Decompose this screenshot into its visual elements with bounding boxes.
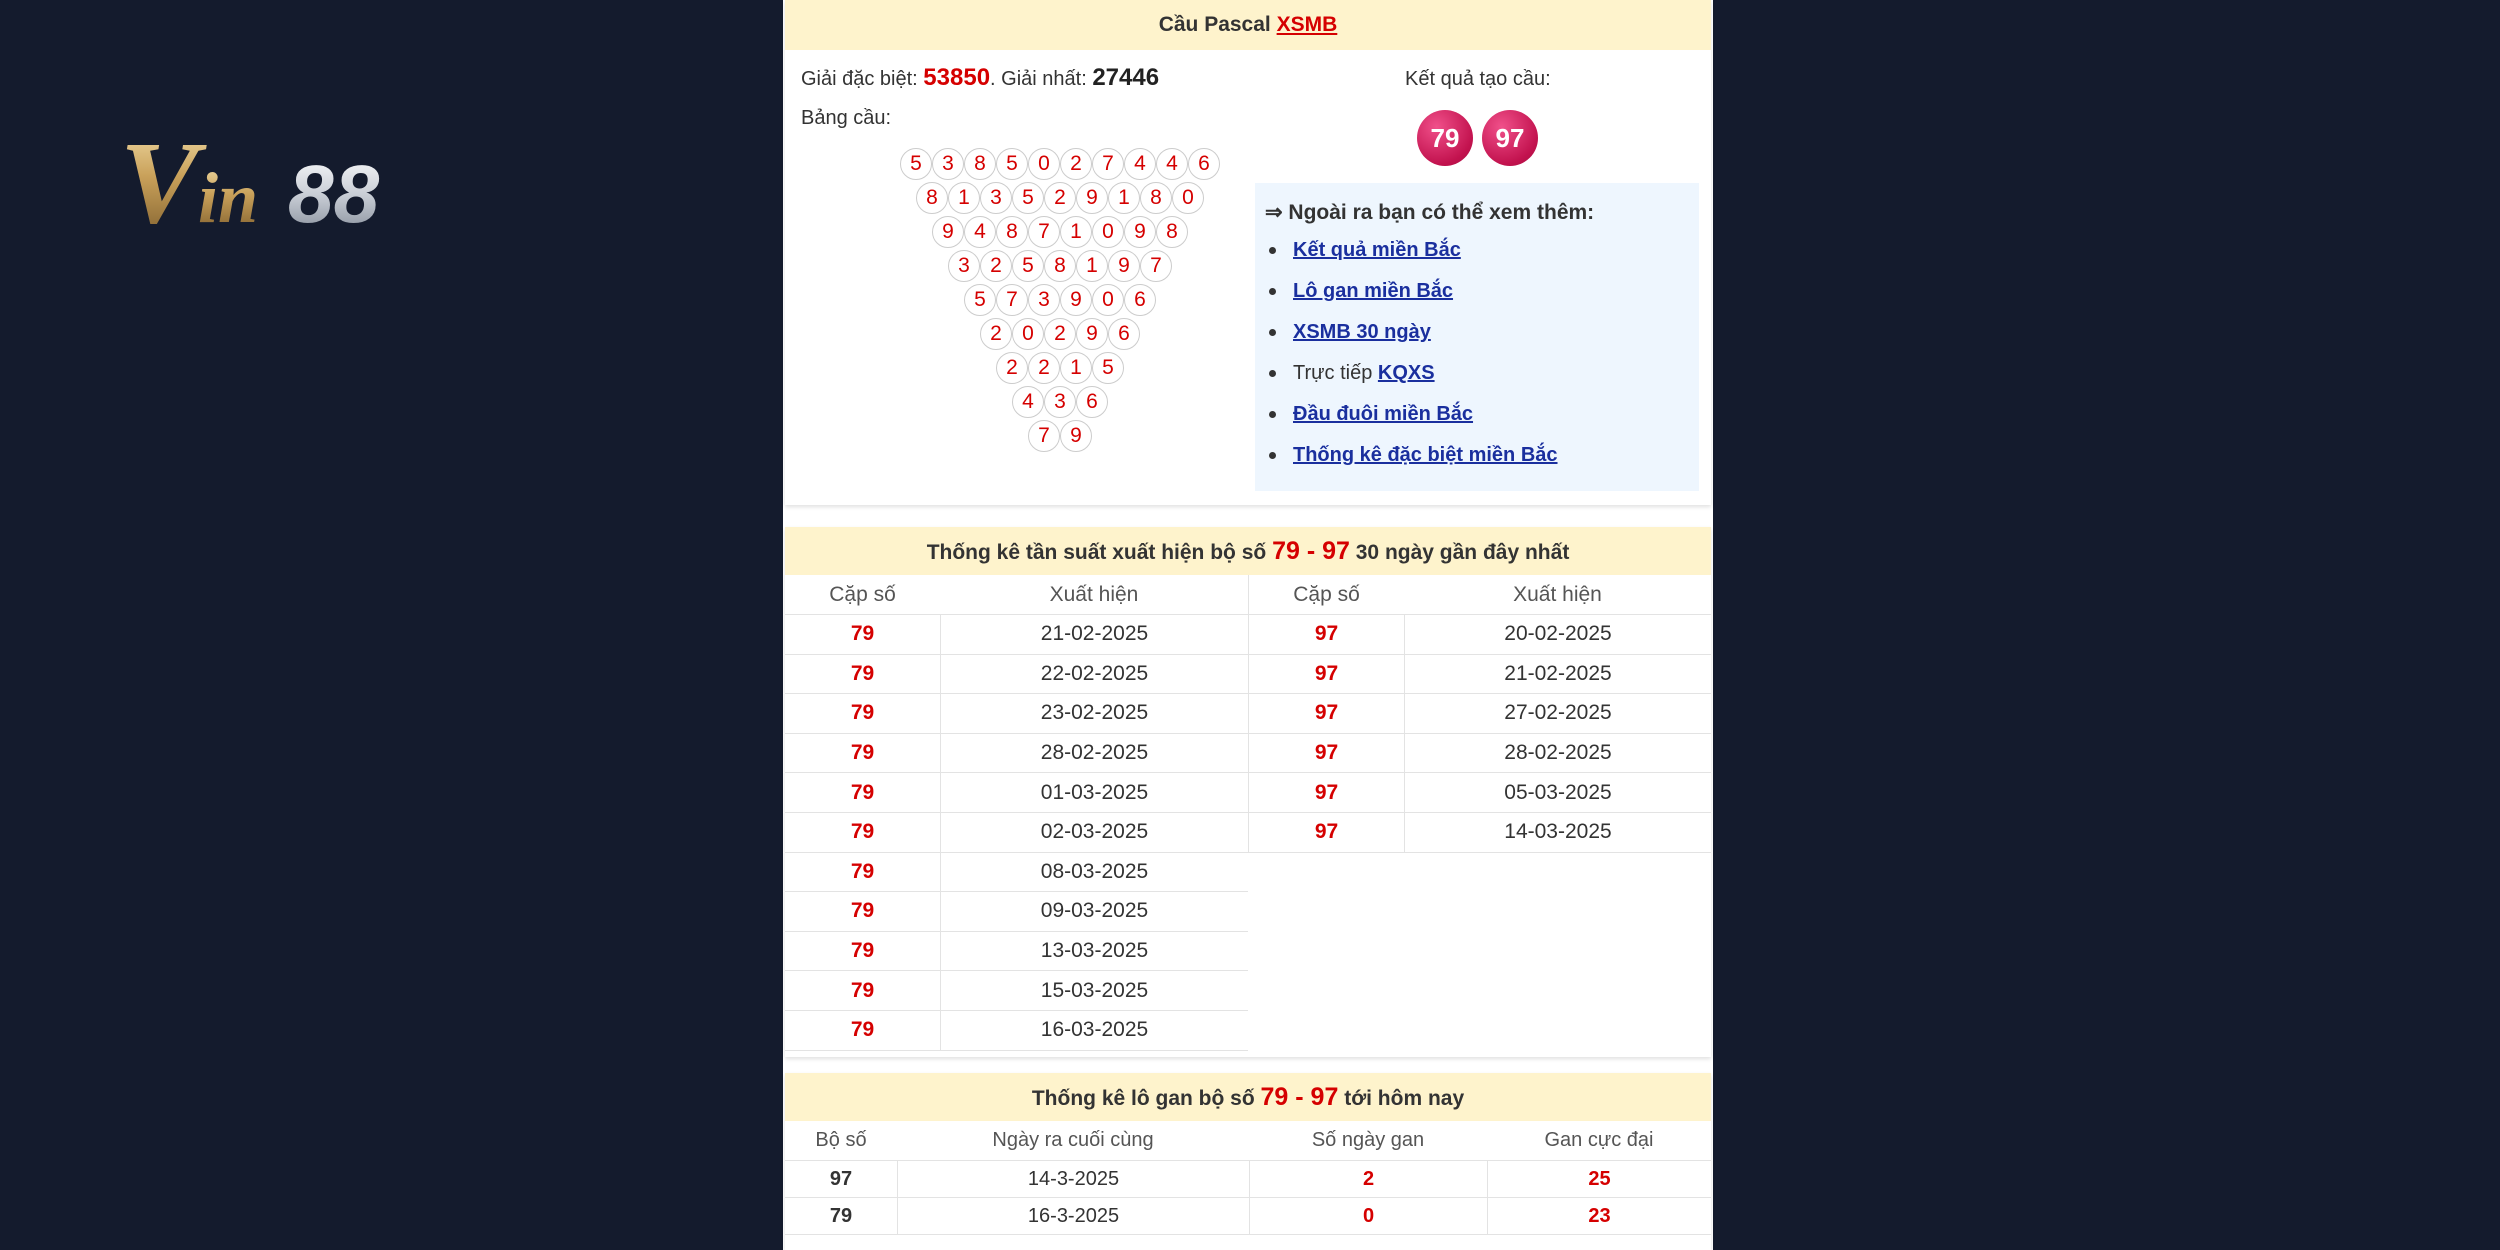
max-gan-cell: 23 xyxy=(1487,1198,1711,1234)
pyramid-digit: 9 xyxy=(1060,284,1092,316)
pyramid-digit: 8 xyxy=(964,148,996,180)
pyramid-digit: 0 xyxy=(1092,284,1124,316)
pyramid-row xyxy=(1028,420,1092,452)
max-gan-cell: 25 xyxy=(1487,1161,1711,1197)
date-cell: 20-02-2025 xyxy=(1404,615,1711,654)
link-xsmb-30-ngay[interactable]: XSMB 30 ngày xyxy=(1293,321,1431,343)
pyramid-digit: 6 xyxy=(1188,148,1220,180)
pyramid-digit: 7 xyxy=(996,284,1028,316)
pyramid-digit: 5 xyxy=(1092,352,1124,384)
table-row xyxy=(1248,734,1711,774)
pyramid-digit: 4 xyxy=(1124,148,1156,180)
pair-cell: 79 xyxy=(850,939,875,963)
date-cell: 27-02-2025 xyxy=(1404,694,1711,733)
link-thong-ke-dac-biet[interactable]: Thống kê đặc biệt miền Bắc xyxy=(1293,444,1558,466)
date-cell: 21-02-2025 xyxy=(940,615,1248,654)
table-row xyxy=(785,1011,1248,1051)
pyramid-digit: 2 xyxy=(1060,148,1092,180)
pyramid-row xyxy=(1012,386,1108,418)
pair-cell: 79 xyxy=(850,859,875,883)
table-row xyxy=(785,932,1248,972)
pyramid-digit: 2 xyxy=(1044,318,1076,350)
column-header: Số ngày gan xyxy=(1311,1129,1425,1151)
svg-text:in: in xyxy=(198,158,259,233)
list-item xyxy=(1265,443,1558,484)
pyramid-row xyxy=(916,182,1204,214)
pyramid-digit: 6 xyxy=(1108,318,1140,350)
pyramid-digit: 9 xyxy=(1076,318,1108,350)
result-ball: 79 xyxy=(1417,110,1473,166)
pyramid-digit: 3 xyxy=(1028,284,1060,316)
table-row xyxy=(785,734,1248,774)
first-prize-label: . Giải nhất: xyxy=(990,68,1087,90)
column-header: Gan cực đại xyxy=(1544,1129,1654,1151)
pyramid-digit: 9 xyxy=(1076,182,1108,214)
pair-cell: 79 xyxy=(850,741,875,765)
table-row xyxy=(785,773,1248,813)
pair-cell: 79 xyxy=(850,820,875,844)
pair-cell: 79 xyxy=(850,661,875,685)
pyramid-row xyxy=(964,284,1156,316)
table-row xyxy=(785,694,1248,734)
column-header: Cặp số xyxy=(829,582,896,606)
pair-cell: 79 xyxy=(850,1018,875,1042)
pair-cell: 97 xyxy=(1314,622,1339,646)
pyramid-digit: 9 xyxy=(1124,216,1156,248)
more-links-list xyxy=(1265,238,1558,484)
list-item xyxy=(1265,279,1558,320)
pyramid-digit: 0 xyxy=(1012,318,1044,350)
frequency-title-suffix: 30 ngày gần đây nhất xyxy=(1355,541,1570,564)
list-item xyxy=(1265,402,1558,443)
date-cell: 01-03-2025 xyxy=(940,773,1248,812)
table-row xyxy=(785,971,1248,1011)
pyramid-digit: 8 xyxy=(1156,216,1188,248)
column-header: Xuất hiện xyxy=(1049,582,1139,606)
pair-cell: 97 xyxy=(1314,820,1339,844)
list-item xyxy=(1265,361,1558,402)
frequency-title-prefix: Thống kê tần suất xuất hiện bộ số xyxy=(926,541,1267,564)
gan-title-prefix: Thống kê lô gan bộ số xyxy=(1031,1087,1255,1110)
pyramid-digit: 5 xyxy=(900,148,932,180)
gan-title-suffix: tới hôm nay xyxy=(1344,1087,1465,1110)
column-header: Ngày ra cuối cùng xyxy=(992,1129,1154,1151)
table-header-row xyxy=(785,575,1248,615)
last-date-cell: 14-3-2025 xyxy=(897,1161,1249,1197)
gan-card xyxy=(785,1073,1711,1250)
last-date-cell: 16-3-2025 xyxy=(897,1198,1249,1234)
column-header: Bộ số xyxy=(815,1129,867,1151)
date-cell: 21-02-2025 xyxy=(1404,655,1711,694)
column-header: Cặp số xyxy=(1293,582,1360,606)
date-cell: 02-03-2025 xyxy=(940,813,1248,852)
pyramid-digit: 7 xyxy=(1092,148,1124,180)
table-row xyxy=(785,1198,1711,1235)
pyramid-digit: 4 xyxy=(1012,386,1044,418)
pyramid-digit: 2 xyxy=(996,352,1028,384)
table-label: Bảng cầu: xyxy=(801,107,892,129)
pyramid-digit: 3 xyxy=(1044,386,1076,418)
table-header-row xyxy=(785,1121,1711,1161)
table-row xyxy=(785,615,1248,655)
table-row xyxy=(785,1161,1711,1198)
pyramid-digit: 3 xyxy=(948,250,980,282)
special-prize-value: 53850 xyxy=(923,64,991,91)
gan-pair: 79 - 97 xyxy=(1260,1083,1339,1111)
pyramid-row xyxy=(996,352,1124,384)
table-row xyxy=(1248,694,1711,734)
pyramid-digit: 5 xyxy=(996,148,1028,180)
date-cell: 16-03-2025 xyxy=(940,1011,1248,1050)
table-row xyxy=(1248,655,1711,695)
date-cell: 22-02-2025 xyxy=(940,655,1248,694)
result-ball: 97 xyxy=(1482,110,1538,166)
pyramid-digit: 5 xyxy=(1012,182,1044,214)
logo-text: V xyxy=(120,118,199,233)
pyramid-digit: 7 xyxy=(1028,420,1060,452)
prize-line xyxy=(801,64,1159,92)
table-row xyxy=(785,853,1248,893)
pyramid-digit: 8 xyxy=(996,216,1028,248)
pyramid-digit: 4 xyxy=(964,216,996,248)
date-cell: 23-02-2025 xyxy=(940,694,1248,733)
pyramid-digit: 9 xyxy=(932,216,964,248)
pyramid-row xyxy=(948,250,1172,282)
table-header-row xyxy=(1248,575,1711,615)
table-row xyxy=(785,655,1248,695)
pair-cell: 79 xyxy=(850,899,875,923)
pair-cell: 97 xyxy=(1314,661,1339,685)
pyramid-digit: 7 xyxy=(1028,216,1060,248)
date-cell: 15-03-2025 xyxy=(940,971,1248,1010)
pyramid-digit: 7 xyxy=(1140,250,1172,282)
result-balls xyxy=(1417,110,1538,166)
pascal-title-text: Cầu Pascal xyxy=(1158,13,1271,36)
pyramid-digit: 5 xyxy=(964,284,996,316)
svg-text:88: 88 xyxy=(288,149,380,233)
link-lo-gan-mien-bac[interactable]: Lô gan miền Bắc xyxy=(1293,280,1454,302)
date-cell: 08-03-2025 xyxy=(940,853,1248,892)
pyramid-digit: 1 xyxy=(1076,250,1108,282)
pyramid-digit: 1 xyxy=(948,182,980,214)
pair-cell: 97 xyxy=(829,1167,853,1190)
table-row xyxy=(785,892,1248,932)
pyramid-digit: 3 xyxy=(932,148,964,180)
pascal-title xyxy=(785,0,1711,50)
pyramid-digit: 2 xyxy=(980,318,1012,350)
pair-cell: 97 xyxy=(1314,780,1339,804)
pair-cell: 79 xyxy=(850,701,875,725)
date-cell: 05-03-2025 xyxy=(1404,773,1711,812)
link-kqxs[interactable]: KQXS xyxy=(1377,362,1435,384)
pyramid-digit: 2 xyxy=(1028,352,1060,384)
result-label: Kết quả tạo cầu: xyxy=(1405,68,1551,90)
pair-cell: 97 xyxy=(1314,741,1339,765)
pair-cell: 79 xyxy=(850,978,875,1002)
date-cell: 14-03-2025 xyxy=(1404,813,1711,852)
pyramid-row xyxy=(980,318,1140,350)
frequency-table-right xyxy=(1248,575,1711,853)
pyramid-digit: 6 xyxy=(1124,284,1156,316)
link-prefix: Trực tiếp xyxy=(1293,362,1378,384)
pyramid-digit: 8 xyxy=(1140,182,1172,214)
pyramid-digit: 5 xyxy=(1012,250,1044,282)
gan-title xyxy=(785,1073,1711,1121)
pair-cell: 79 xyxy=(829,1204,853,1227)
pyramid-digit: 6 xyxy=(1076,386,1108,418)
pyramid-digit: 8 xyxy=(916,182,948,214)
frequency-card xyxy=(785,527,1711,1057)
gan-table xyxy=(785,1121,1711,1235)
date-cell: 13-03-2025 xyxy=(940,932,1248,971)
table-row xyxy=(1248,615,1711,655)
xsmb-link[interactable]: XSMB xyxy=(1276,13,1338,36)
date-cell: 28-02-2025 xyxy=(1404,734,1711,773)
pyramid-digit: 2 xyxy=(980,250,1012,282)
pyramid-digit: 0 xyxy=(1092,216,1124,248)
pyramid-digit: 1 xyxy=(1060,352,1092,384)
pyramid-row xyxy=(932,216,1188,248)
table-row xyxy=(1248,813,1711,853)
list-item xyxy=(1265,320,1558,361)
frequency-table-left xyxy=(785,575,1248,1051)
frequency-title xyxy=(785,527,1711,575)
table-row xyxy=(1248,773,1711,813)
list-item xyxy=(1265,238,1558,279)
more-title: ⇒ Ngoài ra bạn có thể xem thêm: xyxy=(1265,201,1595,224)
frequency-pair: 79 - 97 xyxy=(1272,537,1350,565)
special-prize-label: Giải đặc biệt: xyxy=(801,68,918,90)
gan-days-cell: 2 xyxy=(1249,1161,1487,1197)
pyramid-digit: 9 xyxy=(1108,250,1140,282)
vin88-logo[interactable] xyxy=(120,118,485,233)
link-ket-qua-mien-bac[interactable]: Kết quả miền Bắc xyxy=(1293,239,1461,261)
pyramid-digit: 0 xyxy=(1172,182,1204,214)
pascal-card xyxy=(785,0,1711,505)
pair-cell: 97 xyxy=(1314,701,1339,725)
first-prize-value: 27446 xyxy=(1092,64,1160,91)
gan-days-cell: 0 xyxy=(1249,1198,1487,1234)
date-cell: 28-02-2025 xyxy=(940,734,1248,773)
table-row xyxy=(785,813,1248,853)
pyramid-digit: 4 xyxy=(1156,148,1188,180)
pyramid-digit: 0 xyxy=(1028,148,1060,180)
date-cell: 09-03-2025 xyxy=(940,892,1248,931)
main-column xyxy=(783,0,1713,1250)
more-links-box xyxy=(1255,183,1699,491)
pyramid-digit: 1 xyxy=(1108,182,1140,214)
column-header: Xuất hiện xyxy=(1513,582,1602,606)
pyramid-digit: 3 xyxy=(980,182,1012,214)
pyramid-row xyxy=(900,148,1220,180)
pyramid-digit: 8 xyxy=(1044,250,1076,282)
pyramid-digit: 1 xyxy=(1060,216,1092,248)
link-dau-duoi-mien-bac[interactable]: Đầu đuôi miền Bắc xyxy=(1293,403,1474,425)
logo-graphic xyxy=(120,118,485,233)
pyramid-digit: 2 xyxy=(1044,182,1076,214)
pyramid-digit: 9 xyxy=(1060,420,1092,452)
pair-cell: 79 xyxy=(850,622,875,646)
pair-cell: 79 xyxy=(850,780,875,804)
